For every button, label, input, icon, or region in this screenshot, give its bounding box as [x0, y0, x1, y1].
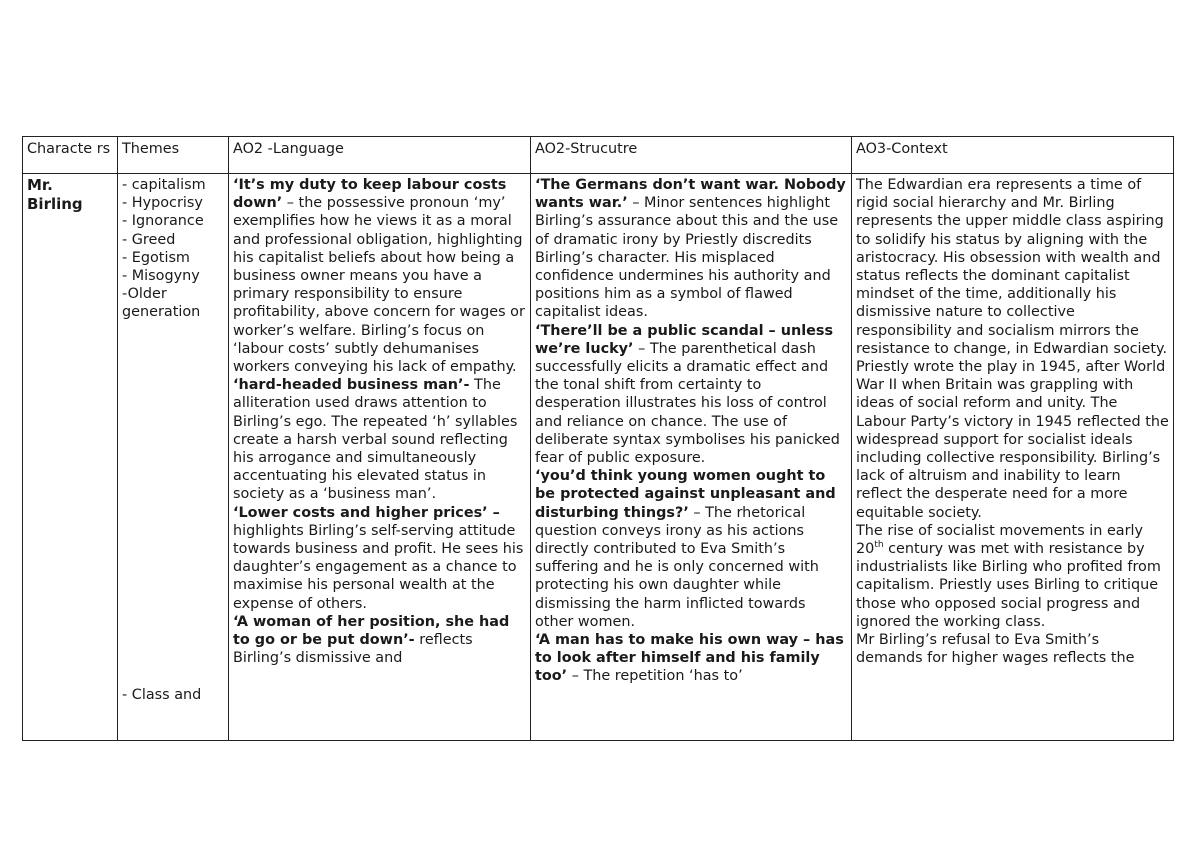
header-themes: Themes: [118, 137, 229, 174]
language-cell: [229, 174, 531, 741]
theme-item: - Hypocrisy: [122, 195, 203, 212]
structure-entry: [535, 631, 847, 686]
quote: ‘Lower costs and higher prices’ –: [233, 504, 500, 521]
analysis-text: reflects Birling’s dismissive and: [233, 632, 473, 667]
analysis-text: The alliteration used draws attention to Birling’s ego. The repeated ‘h’ syllables create a harsh verbal sound reflecting his arrogance and simultaneously accentuating his elevated status in society as a ‘business man’.: [233, 377, 518, 503]
language-entry: [233, 504, 526, 613]
analysis-table: [22, 136, 1174, 741]
theme-item: - Egotism: [122, 249, 190, 266]
theme-item: - Ignorance: [122, 213, 204, 230]
context-paragraph: Mr Birling’s refusal to Eva Smith’s demands for higher wages reflects the: [856, 632, 1135, 667]
context-paragraph: Priestly wrote the play in 1945, after World War II when Britain was grappling with ideas of social reform and unity. The Labour Party’s victory in 1945 reflected the widespread support for socialist ideals including collective responsibility. Birling’s lack of altruism and inability to learn reflect the desperate need for a more equitable society.: [856, 359, 1169, 521]
structure-entry: [535, 467, 847, 631]
context-cell: [852, 174, 1174, 741]
header-characters: Characte rs: [23, 137, 118, 174]
analysis-text: – Minor sentences highlight Birling’s assurance about this and the use of dramatic irony by Priestly discredits Birling’s character. His misplaced confidence undermines his authority and positions him as a symbol of flawed capitalist ideas.: [535, 195, 839, 321]
analysis-text: highlights Birling’s self-serving attitude towards business and profit. He sees his daughter’s engagement as a chance to maximise his personal wealth at the expense of others.: [233, 522, 524, 612]
theme-item: - capitalism: [122, 177, 206, 193]
quote: ‘It’s my duty to keep labour costs down’: [233, 177, 507, 212]
character-cell: [23, 174, 118, 741]
quote: ‘The Germans don’t want war. Nobody wants war.’: [535, 177, 846, 212]
themes-cell: [118, 174, 229, 741]
table-row: [23, 174, 1174, 741]
theme-item: - Greed: [122, 231, 176, 248]
quote: ‘hard-headed business man’-: [233, 377, 470, 394]
language-entry: [233, 376, 526, 503]
analysis-text: – The rhetorical question conveys irony as his actions directly contributed to Eva Smith’s suffering and he is only concerned with protecting his own daughter while dismissing the harm inflicted towards other women.: [535, 504, 819, 630]
header-context: AO3-Context: [852, 137, 1174, 174]
analysis-text: – The parenthetical dash successfully elicits a dramatic effect and the tonal shift from certainty to desperation illustrates his loss of control and reliance on chance. The use of deliberate syntax symbolises his panicked fear of public exposure.: [535, 340, 840, 467]
quote: ‘A woman of her position, she had to go or be put down’-: [233, 613, 510, 649]
context-paragraph: The rise of socialist movements in early 20th century was met with resistance by industrialists like Birling who profited from capitalism. Priestly uses Birling to critique those who opposed social progress and ignored the working class.: [856, 522, 1161, 630]
structure-entry: [535, 322, 847, 468]
quote: ‘There’ll be a public scandal – unless we’re lucky’: [535, 322, 834, 357]
language-entry: [233, 176, 526, 376]
character-name: Mr. Birling: [27, 176, 83, 213]
theme-item: -Older generation: [122, 286, 201, 321]
analysis-text: – The repetition ‘has to’: [567, 668, 743, 685]
theme-item: - Class and: [122, 686, 202, 703]
structure-cell: [531, 174, 852, 741]
header-structure: AO2-Strucutre: [531, 137, 852, 174]
context-paragraph: The Edwardian era represents a time of rigid social hierarchy and Mr. Birling represents the upper middle class aspiring to solidify his status by aligning with the aristocracy. His obsession with wealth and status reflects the dominant capitalist mindset of the time, additionally his dismissive nature to collective responsibility and socialism mirrors the resistance to change, in Edwardian society.: [856, 177, 1168, 357]
theme-item: - Misogyny: [122, 268, 200, 285]
table-header-row: [23, 137, 1174, 174]
language-entry: [233, 613, 526, 668]
header-language: AO2 -Language: [229, 137, 531, 174]
quote: ‘A man has to make his own way – has to look after himself and his family too’: [535, 632, 844, 685]
analysis-text: – the possessive pronoun ‘my’ exemplifies how he views it as a moral and professional obligation, highlighting his capitalist beliefs about how being a business owner means you have a primary responsibility to ensure profitability, above concern for wages or worker’s welfare. Birling’s focus on ‘labour costs’ subtly dehumanises workers conveying his lack of empathy.: [233, 195, 525, 376]
quote: ‘you’d think young women ought to be protected against unpleasant and disturbing things?’: [535, 468, 836, 521]
structure-entry: [535, 176, 847, 322]
